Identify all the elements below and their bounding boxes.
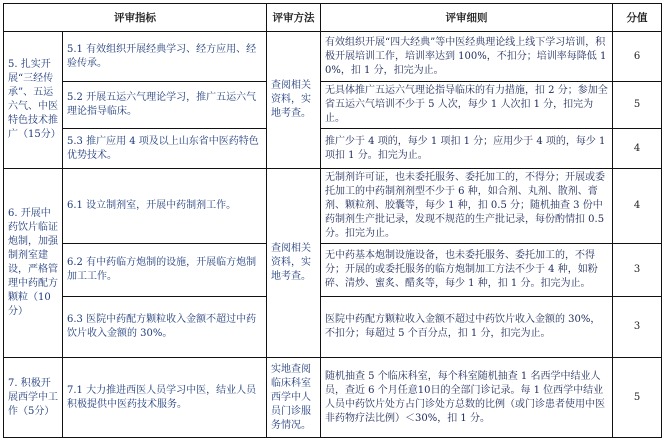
detail-cell: 无中药基本炮制设施设备，也未委托服务、委托加工的，不得分；开展的或委托服务的临方炮制加工方法不少于 4 种，如粉碎、清炒、蜜炙、醋炙等，每少 1 种，扣 1 分。扣完为止。 xyxy=(321,244,613,297)
detail-cell: 无制剂许可证，也未委托服务、委托加工的，不得分；开展或委托加工的中药制剂剂型不少于 6 种，如合剂、丸剂、散剂、膏剂、颗粒剂、胶囊等，每少 1 种，扣 0.5 分；随机抽查 3 份中药制剂生产批记录，发现不规范的生产批记录，每份酌情扣 0.5 分。扣完为止。 xyxy=(321,169,613,244)
method-cell: 查阅相关资料，实地考查。 xyxy=(267,169,321,358)
category-cell: 6. 开展中药饮片临证炮制，加强制剂室建设，严格管理中药配方颗粒（10分） xyxy=(4,169,63,358)
score-cell: 5 xyxy=(613,358,662,438)
detail-cell: 有效组织开展“四大经典”等中医经典理论线上线下学习培训，积极开展培训工作，培训率达到 100%，不扣分；培训率每降低 10%，扣 1 分，扣完为止。 xyxy=(321,32,613,82)
header-row xyxy=(4,4,662,32)
table-row xyxy=(4,169,662,244)
indicator-cell: 5.1 有效组织开展经典学习、经方应用、经验传承。 xyxy=(63,32,267,82)
header-indicator: 评审指标 xyxy=(4,4,267,32)
indicator-cell: 7.1 大力推进西医人员学习中医，结业人员积极提供中医药技术服务。 xyxy=(63,358,267,438)
header-detail: 评审细则 xyxy=(321,4,613,32)
category-cell: 7. 积极开展西学中工作（5分） xyxy=(4,358,63,438)
indicator-cell: 5.3 推广应用 4 项及以上山东省中医药特色优势技术。 xyxy=(63,129,267,169)
score-cell: 5 xyxy=(613,82,662,129)
table-row xyxy=(4,82,662,129)
detail-cell: 随机抽查 5 个临床科室，每个科室随机抽查 1 名西学中结业人员，查近 6 个月任意10日的全部门诊记录。每 1 位西学中结业人员中药饮片处方占门诊处方总数的比例（或门诊患者使用中医非药物疗法比例）＜30%，扣 1 分。 xyxy=(321,358,613,438)
score-cell: 4 xyxy=(613,169,662,244)
score-cell: 4 xyxy=(613,129,662,169)
indicator-cell: 6.3 医院中药配方颗粒收入金额不超过中药饮片收入金额的 30%。 xyxy=(63,297,267,358)
detail-cell: 推广少于 4 项的，每少 1 项扣 1 分；应用少于 4 项的，每少 1 项扣 1 分。扣完为止。 xyxy=(321,129,613,169)
table-row xyxy=(4,32,662,82)
indicator-cell: 5.2 开展五运六气理论学习，推广五运六气理论指导临床。 xyxy=(63,82,267,129)
indicator-cell: 6.1 设立制剂室，开展中药制剂工作。 xyxy=(63,169,267,244)
table-row xyxy=(4,129,662,169)
category-cell: 5. 扎实开展“三经传承”、五运六气、中医特色技术推广（15分） xyxy=(4,32,63,169)
indicator-cell: 6.2 有中药临方炮制的设施，开展临方炮制加工工作。 xyxy=(63,244,267,297)
review-criteria-table xyxy=(3,3,662,438)
method-cell: 查阅相关资料，实地考查。 xyxy=(267,32,321,169)
table-row xyxy=(4,358,662,438)
score-cell: 3 xyxy=(613,297,662,358)
score-cell: 3 xyxy=(613,244,662,297)
header-score: 分值 xyxy=(613,4,662,32)
table-row xyxy=(4,297,662,358)
score-cell: 6 xyxy=(613,32,662,82)
header-method: 评审方法 xyxy=(267,4,321,32)
table-row xyxy=(4,244,662,297)
detail-cell: 无具体推广五运六气理论指导临床的有力措施，扣 2 分；参加全省五运六气培训不少于 5 人次，每少 1 人次扣 1 分，扣完为止。 xyxy=(321,82,613,129)
detail-cell: 医院中药配方颗粒收入金额不超过中药饮片收入金额的 30%，不扣分；每超过 5 个百分点，扣 1 分，扣完为止。 xyxy=(321,297,613,358)
method-cell: 实地查阅临床科室西学中人员门诊服务情况。 xyxy=(267,358,321,438)
